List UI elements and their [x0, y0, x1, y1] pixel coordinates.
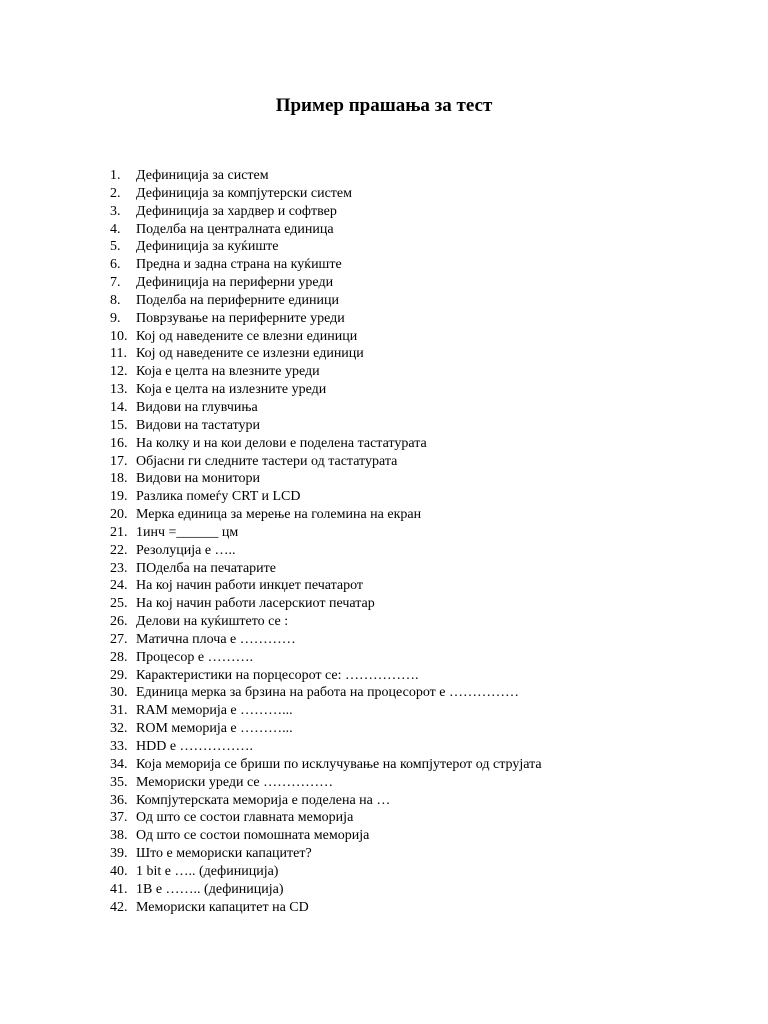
question-item [110, 863, 542, 881]
question-number: 33. [110, 739, 128, 754]
question-text: Резолуција е ….. [136, 542, 236, 558]
question-text: Од што се состои помошната меморија [136, 828, 370, 844]
question-text: На кој начин работи инкџет печатарот [136, 578, 364, 594]
question-item [110, 185, 542, 203]
question-number: 40. [110, 863, 128, 879]
question-text: Предна и задна страна на куќиште [136, 257, 342, 273]
question-number: 11. [110, 346, 127, 362]
question-item [110, 274, 542, 292]
question-text: Мерка единица за мерење на големина на екран [136, 507, 422, 523]
question-number: 4. [110, 221, 121, 237]
question-item [110, 363, 542, 381]
question-text: Која е целта на излезните уреди [136, 382, 327, 398]
question-number: 13. [110, 382, 128, 398]
question-text: Разлика помеѓу CRT и LCD [136, 489, 301, 505]
question-text: Поврзување на периферните уреди [136, 310, 345, 326]
question-item [110, 702, 542, 720]
question-text: Процесор е ………. [136, 649, 254, 665]
question-item [110, 774, 542, 792]
question-item [110, 381, 542, 399]
question-number: 41. [110, 881, 128, 897]
question-text: 1 bit е ….. (дефиниција) [136, 863, 279, 879]
question-item [110, 667, 542, 685]
question-number: 7. [110, 275, 121, 291]
question-item [110, 506, 542, 524]
question-number: 20. [110, 507, 128, 523]
question-number: 21. [110, 524, 128, 540]
question-item [110, 845, 542, 863]
question-number: 17. [110, 453, 128, 469]
question-text: HDD е ……………. [136, 739, 254, 754]
question-number: 15. [110, 417, 128, 433]
question-item [110, 221, 542, 239]
question-number: 42. [110, 899, 128, 915]
question-item [110, 417, 542, 435]
question-number: 29. [110, 667, 128, 683]
question-number: 27. [110, 631, 128, 647]
question-number: 36. [110, 792, 128, 808]
question-text: Дефиниција на периферни уреди [136, 275, 334, 291]
question-item [110, 899, 542, 917]
question-number: 25. [110, 596, 128, 612]
question-number: 23. [110, 560, 128, 576]
question-number: 10. [110, 328, 128, 344]
question-number: 19. [110, 489, 128, 505]
question-text: Од што се состои главната меморија [136, 810, 354, 826]
question-number: 22. [110, 542, 128, 558]
question-number: 6. [110, 257, 121, 273]
question-item [110, 399, 542, 417]
question-text: Дефиниција за куќиште [136, 239, 279, 255]
question-number: 37. [110, 810, 128, 826]
question-number: 18. [110, 471, 128, 487]
question-item [110, 256, 542, 274]
question-item [110, 649, 542, 667]
question-text: Поделба на централната единица [136, 221, 334, 237]
question-number: 2. [110, 185, 121, 201]
question-text: Видови на монитори [136, 471, 261, 487]
question-item [110, 328, 542, 346]
question-item [110, 595, 542, 613]
question-item [110, 310, 542, 328]
question-item [110, 453, 542, 471]
question-item [110, 524, 542, 542]
question-text: Видови на тастатури [136, 417, 261, 433]
question-list [110, 167, 542, 916]
question-text: На кој начин работи ласерскиот печатар [136, 596, 375, 612]
question-text: Која меморија се бриши по исклучување на компјутерот од струјата [136, 756, 542, 772]
question-text: Видови на глувчиња [136, 399, 258, 415]
question-text: Дефиниција за систем [136, 168, 269, 183]
question-item [110, 292, 542, 310]
question-item [110, 345, 542, 363]
question-item [110, 238, 542, 256]
question-item [110, 470, 542, 488]
question-text: Кој од наведените се влезни единици [136, 328, 358, 344]
question-item [110, 792, 542, 810]
question-number: 31. [110, 703, 128, 719]
question-text: 1инч =______ цм [136, 524, 239, 540]
question-text: Што е мемориски капацитет? [136, 846, 312, 862]
question-text: Која е целта на влезните уреди [136, 364, 320, 380]
question-item [110, 881, 542, 899]
question-item [110, 167, 542, 185]
question-item [110, 560, 542, 578]
question-number: 24. [110, 578, 128, 594]
question-item [110, 684, 542, 702]
question-text: Дефиниција за хардвер и софтвер [136, 203, 337, 219]
question-text: Мемориски капацитет на CD [136, 899, 309, 915]
question-text: 1B е …….. (дефиниција) [136, 881, 284, 897]
question-number: 14. [110, 399, 128, 415]
question-number: 32. [110, 721, 128, 737]
question-item [110, 738, 542, 756]
question-text: Компјутерската меморија е поделена на … [136, 792, 391, 808]
question-number: 16. [110, 435, 128, 451]
page-title: Пример прашања за тест [275, 95, 493, 116]
question-number: 39. [110, 846, 128, 862]
question-text: Единица мерка за брзина на работа на процесорот е …………… [136, 685, 519, 701]
question-number: 26. [110, 614, 128, 630]
question-item [110, 435, 542, 453]
question-item [110, 203, 542, 221]
question-number: 35. [110, 774, 128, 790]
question-number: 30. [110, 685, 128, 701]
question-text: RAM меморија е ………... [136, 703, 293, 719]
question-item [110, 720, 542, 738]
question-text: Делови на куќиштето се : [136, 614, 289, 630]
question-item [110, 631, 542, 649]
question-text: Објасни ги следните тастери од тастатурата [136, 453, 398, 469]
question-text: Мемориски уреди се …………… [136, 774, 334, 790]
question-item [110, 542, 542, 560]
question-text: ROM меморија е ………... [136, 721, 293, 737]
question-text: ПОделба на печатарите [136, 560, 276, 576]
question-text: Матична плоча е ………… [136, 631, 296, 647]
question-number: 8. [110, 292, 121, 308]
question-item [110, 809, 542, 827]
question-number: 1. [110, 168, 121, 183]
question-text: Поделба на периферните единици [136, 292, 339, 308]
question-text: Дефиниција за компјутерски систем [136, 185, 353, 201]
question-item [110, 577, 542, 595]
question-text: Карактеристики на порцесорот се: ……………. [136, 667, 419, 683]
question-text: Кој од наведените се излезни единици [136, 346, 364, 362]
question-number: 12. [110, 364, 128, 380]
question-number: 28. [110, 649, 128, 665]
question-item [110, 488, 542, 506]
question-number: 3. [110, 203, 121, 219]
question-item [110, 827, 542, 845]
question-item [110, 613, 542, 631]
question-number: 9. [110, 310, 121, 326]
question-item [110, 756, 542, 774]
question-number: 34. [110, 756, 128, 772]
question-number: 38. [110, 828, 128, 844]
question-number: 5. [110, 239, 121, 255]
question-text: На колку и на кои делови е поделена тастатурата [136, 435, 427, 451]
